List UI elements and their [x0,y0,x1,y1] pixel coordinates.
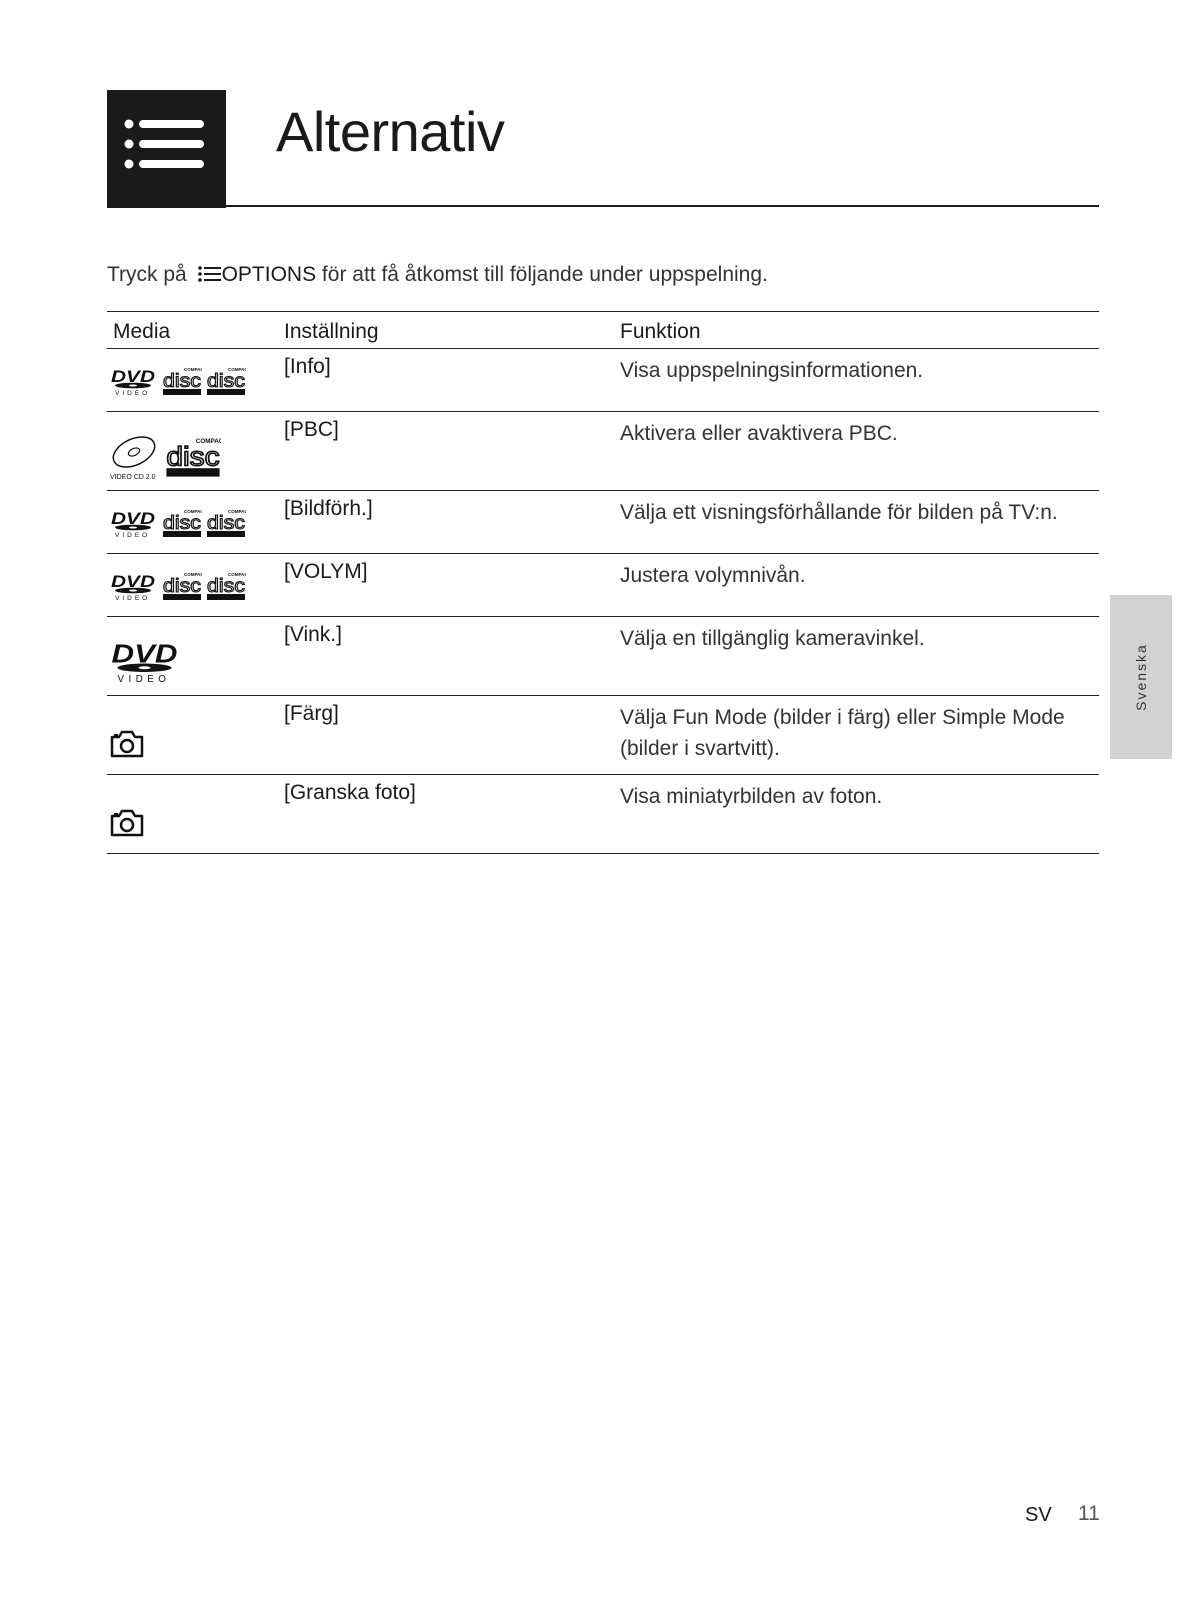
options-icon [197,265,221,283]
function-volym: Justera volymnivån. [620,564,806,587]
options-table [107,311,1099,854]
setting-info: [Info] [284,355,331,378]
intro-suffix: för att få åtkomst till följande under uppspelning. [316,263,768,286]
header-media: Media [113,320,171,343]
options-menu-icon [107,90,226,208]
language-side-tab [1110,595,1172,759]
intro-keyword: OPTIONS [221,263,317,286]
table-row [107,554,1099,617]
page-number: 11 [1078,1502,1100,1525]
header-function: Funktion [620,320,701,343]
dvd-vcd-svcd-logos [110,366,250,396]
table-row [107,349,1099,412]
table-row [107,412,1099,491]
title-rule [107,205,1099,207]
table-row [107,617,1099,696]
function-pbc: Aktivera eller avaktivera PBC. [620,422,898,445]
video-cd-label: VIDEO CD 2.0 [110,474,156,481]
setting-farg: [Färg] [284,702,339,725]
camera-icon [110,809,144,837]
side-tab-label: Svenska [1133,643,1149,711]
function-info: Visa uppspelningsinformationen. [620,359,924,382]
table-row [107,491,1099,554]
dvd-vcd-svcd-logos [110,571,250,601]
footer-language: SV [1025,1504,1052,1526]
table-row [107,775,1099,854]
intro-text [107,263,768,287]
setting-pbc: [PBC] [284,418,339,441]
dvd-video-logo [110,637,182,685]
vcd-svcd-logos [110,434,225,482]
function-bildforh: Välja ett visningsförhållande för bilden på TV:n. [620,501,1058,524]
setting-vink: [Vink.] [284,623,342,646]
setting-granska-foto: [Granska foto] [284,781,416,804]
function-farg: Välja Fun Mode (bilder i färg) eller Simple Mode (bilder i svartvitt). [620,706,1065,760]
camera-icon [110,730,144,758]
function-granska-foto: Visa miniatyrbilden av foton. [620,785,883,808]
setting-bildforh: [Bildförh.] [284,497,373,520]
options-header-box [107,90,226,208]
intro-prefix: Tryck på [107,263,193,286]
function-vink: Välja en tillgänglig kameravinkel. [620,627,925,650]
table-row [107,696,1099,775]
header-setting: Inställning [284,320,379,343]
table-header-row [107,311,1099,349]
setting-volym: [VOLYM] [284,560,368,583]
page-title: Alternativ [276,100,505,163]
dvd-vcd-svcd-logos [110,508,250,538]
